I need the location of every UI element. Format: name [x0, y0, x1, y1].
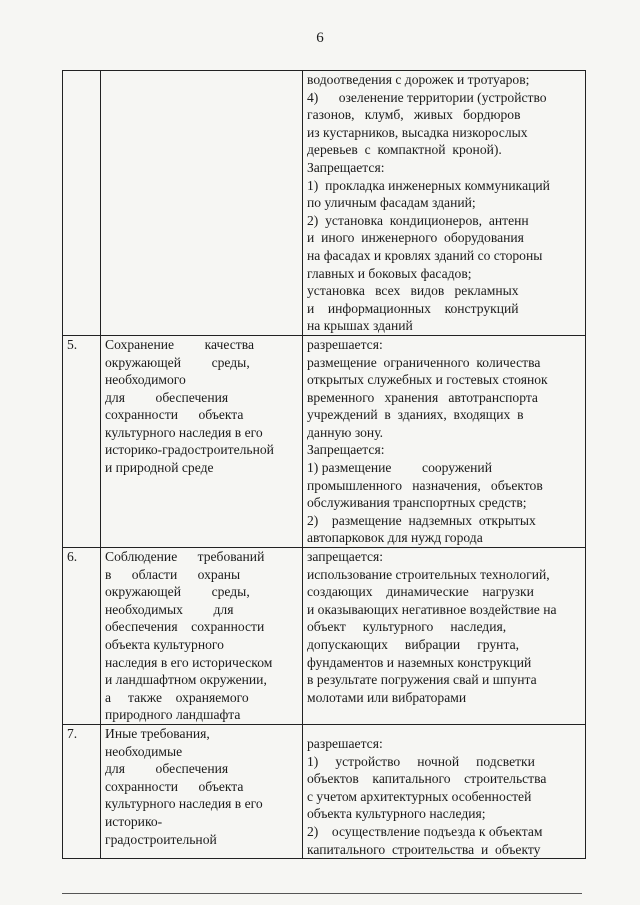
rule-line: промышленного назначения, объектов [307, 477, 543, 493]
table-row [63, 335, 586, 547]
page-number: 6 [316, 30, 324, 46]
rule-line: 2) установка кондиционеров, антенн [307, 212, 529, 228]
rules-cell [303, 335, 586, 547]
table-body [63, 71, 586, 859]
requirement-line: объекта культурного [105, 637, 224, 652]
requirement-line: и ландшафтном окружении, [105, 672, 267, 688]
requirement-line: сохранности объекта [105, 407, 244, 423]
rule-line: 2) размещение надземных открытых [307, 512, 536, 528]
table-row [63, 548, 586, 725]
rule-line: и оказывающих негативное воздействие на [307, 601, 557, 617]
rule-line: Запрещается: [307, 159, 385, 175]
rule-line: из кустарников, высадка низкорослых [307, 124, 528, 140]
requirement-line: в области охраны [105, 566, 241, 582]
rule-line: и информационных конструкций [307, 300, 519, 316]
rule-line: деревьев с компактной кроной). [307, 142, 502, 158]
requirement-cell [101, 548, 303, 725]
requirement-cell [101, 335, 303, 547]
rule-line: на крышах зданий [307, 318, 413, 334]
requirement-line: культурного наследия в его [105, 424, 263, 440]
requirement-line: а также охраняемого [105, 689, 249, 705]
requirement-line: историко- [105, 813, 163, 829]
rule-line: 1) размещение сооружений [307, 460, 492, 476]
rule-line: в результате погружения свай и шпунта [307, 672, 537, 688]
rules-cell [303, 548, 586, 725]
rule-line: открытых служебных и гостевых стоянок [307, 372, 548, 388]
rule-line: обслуживания транспортных средств; [307, 495, 527, 511]
rule-line: объектов капитального строительства [307, 771, 547, 787]
rule-line: использование строительных технологий, [307, 566, 550, 582]
rule-line: 1) устройство ночной подсветки [307, 753, 535, 769]
requirements-table [62, 70, 586, 859]
table-row [63, 724, 586, 858]
rule-line: фундаментов и наземных конструкций [307, 654, 532, 670]
rule-line [307, 725, 581, 735]
requirement-line: для обеспечения [105, 389, 229, 405]
rule-line: 4) озеленение территории (устройство [307, 89, 547, 105]
rule-line: капитального строительства и объекту [307, 841, 541, 857]
requirement-line: обеспечения сохранности [105, 619, 265, 635]
rule-line: 2) осуществление подъезда к объектам [307, 823, 543, 839]
requirement-line: сохранности объекта [105, 778, 244, 794]
requirement-line: необходимого [105, 372, 186, 388]
requirement-cell [101, 71, 303, 336]
rule-line: создающих динамические нагрузки [307, 584, 534, 600]
requirement-line: окружающей среды, [105, 354, 250, 370]
row-number: 7. [63, 724, 101, 858]
rules-cell [303, 71, 586, 336]
row-number [63, 71, 101, 336]
rule-line: объекта культурного наследия; [307, 806, 486, 822]
rule-line: запрещается: [307, 549, 384, 565]
requirement-line: и природной среде [105, 460, 214, 476]
rule-line: водоотведения с дорожек и тротуаров; [307, 72, 530, 87]
rule-line: молотами или вибраторами [307, 689, 467, 705]
rule-line: допускающих вибрации грунта, [307, 637, 519, 652]
rule-line: разрешается: [307, 735, 383, 751]
rules-cell [303, 724, 586, 858]
requirement-line: Иные требования, [105, 725, 210, 741]
rule-line: на фасадах и кровлях зданий со стороны [307, 247, 543, 263]
rule-line: учреждений в зданиях, входящих в [307, 407, 524, 423]
requirement-line: необходимых для [105, 601, 234, 617]
footer-rule [62, 893, 582, 894]
rule-line: автопарковок для нужд города [307, 530, 483, 546]
rule-line: разрешается: [307, 336, 383, 352]
row-number: 6. [63, 548, 101, 725]
rule-line: данную зону. [307, 424, 384, 440]
requirement-cell [101, 724, 303, 858]
rule-line: и иного инженерного оборудования [307, 230, 524, 246]
rule-line: главных и боковых фасадов; [307, 265, 472, 281]
requirement-line: необходимые [105, 743, 183, 759]
rule-line: Запрещается: [307, 442, 385, 458]
requirement-line: Сохранение качества [105, 336, 254, 352]
requirement-line: для обеспечения [105, 761, 229, 777]
requirement-line: градостроительной [105, 831, 217, 847]
rule-line: размещение ограниченного количества [307, 354, 541, 370]
rule-line: по уличным фасадам зданий; [307, 195, 476, 211]
rule-line: объект культурного наследия, [307, 619, 507, 635]
row-number: 5. [63, 335, 101, 547]
rule-line: 1) прокладка инженерных коммуникаций [307, 177, 550, 193]
requirement-line: культурного наследия в его [105, 796, 263, 812]
requirement-line: окружающей среды, [105, 584, 250, 600]
requirement-line: историко-градостроительной [105, 442, 274, 458]
rule-line: с учетом архитектурных особенностей [307, 788, 532, 804]
requirement-line: наследия в его историческом [105, 654, 273, 670]
rule-line: установка всех видов рекламных [307, 283, 519, 299]
requirement-line: Соблюдение требований [105, 549, 265, 565]
rule-line: временного хранения автотранспорта [307, 389, 538, 405]
requirement-line: природного ландшафта [105, 707, 241, 723]
rule-line: газонов, клумб, живых бордюров [307, 107, 521, 123]
table-row [63, 71, 586, 336]
